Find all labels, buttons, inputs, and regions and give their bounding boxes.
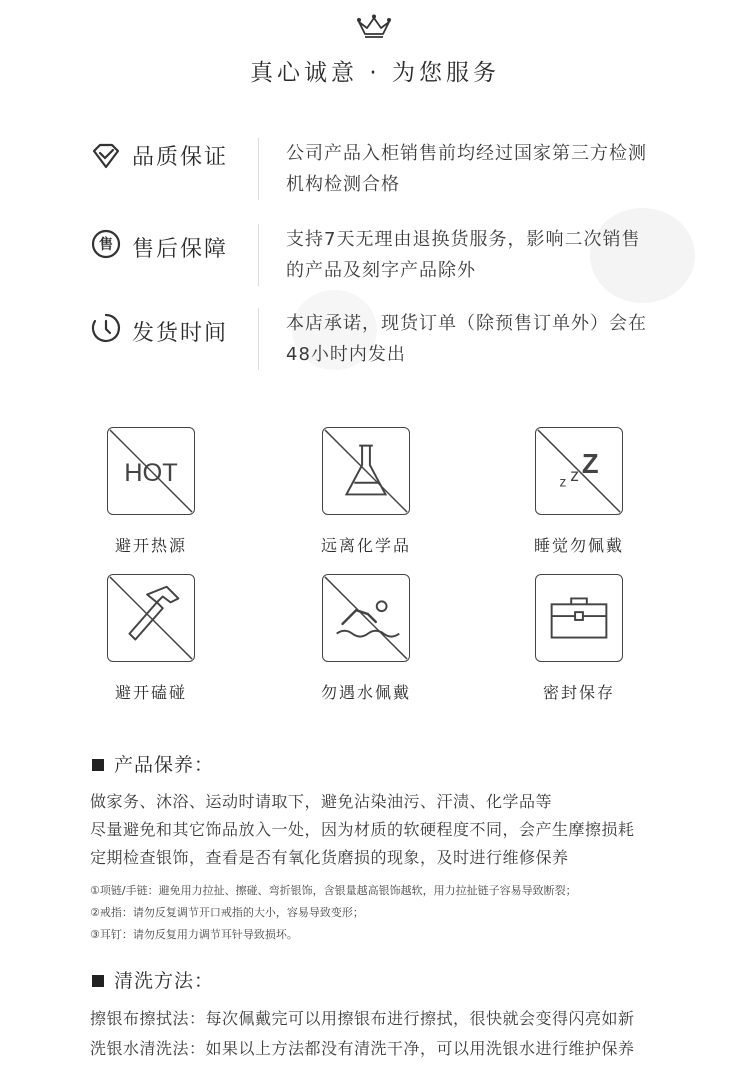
- page-title: 真心诚意 · 为您服务: [250, 60, 500, 86]
- care-label: 密封保存: [542, 683, 615, 702]
- after-sale-badge-icon: 售: [90, 228, 122, 260]
- care-item-no-chemical: [291, 427, 441, 556]
- diamond-check-icon: [90, 140, 122, 172]
- svg-text:z: z: [570, 464, 580, 485]
- svg-text:z: z: [559, 474, 567, 490]
- care-item-no-heat: [76, 427, 226, 556]
- service-title: 发货时间: [132, 321, 229, 346]
- service-row-quality: [0, 138, 750, 228]
- divider: [258, 224, 259, 286]
- service-title: 售后保障: [132, 237, 229, 262]
- svg-text:HOT: HOT: [124, 458, 178, 487]
- clock-icon: [90, 312, 122, 344]
- care-label: 避开磕碰: [114, 683, 187, 702]
- section-heading-clean: 清洗方法：: [92, 966, 214, 993]
- care-label: 远离化学品: [320, 536, 411, 555]
- clean-text: 擦银布擦拭法：每次佩戴完可以用擦银布进行擦拭，很快就会变得闪亮如新 洗银水清洗法：如果以上方法都没有清洗干净，可以用洗银水进行维护保养: [90, 1009, 635, 1058]
- sealed-box-icon: [536, 575, 622, 661]
- service-desc: 公司产品入柜销售前均经过国家第三方检测 机构检测合格: [286, 143, 647, 195]
- no-hammer-icon: [108, 575, 194, 661]
- care-item-no-swim: [291, 574, 441, 703]
- service-desc: 支持7天无理由退换货服务，影响二次销售 的产品及刻字产品除外: [286, 229, 641, 281]
- care-notes: ①项链/手链：避免用力拉扯、擦碰、弯折银饰，含银量越高银饰越软，用力拉扯链子容易导致断裂； ②戒指：请勿反复调节开口戒指的大小，容易导致变形； ③耳钉：请勿反复用力调节耳针导致损坏。: [90, 884, 577, 941]
- care-label: 勿遇水佩戴: [320, 683, 411, 702]
- no-chemical-icon: [323, 428, 409, 514]
- service-desc: 本店承诺，现货订单（除预售订单外）会在 48小时内发出: [286, 313, 647, 365]
- service-row-after-sale: [0, 224, 750, 314]
- no-swim-icon: [323, 575, 409, 661]
- service-row-shipping: [0, 308, 750, 398]
- service-title: 品质保证: [132, 145, 229, 170]
- no-heat-icon: [108, 428, 194, 514]
- divider: [258, 308, 259, 370]
- care-item-no-sleep: [504, 427, 654, 556]
- care-item-no-hammer: [76, 574, 226, 703]
- care-text: 做家务、沐浴、运动时请取下，避免沾染油污、汗渍、化学品等 尽量避免和其它饰品放入一处，因为材质的软硬程度不同，会产生摩擦损耗 定期检查银饰，查看是否有氧化货磨损的现象，及时进行维修保养: [90, 792, 635, 867]
- divider: [258, 138, 259, 200]
- section-heading-care: 产品保养：: [92, 750, 214, 777]
- care-label: 避开热源: [114, 536, 187, 555]
- care-label: 睡觉勿佩戴: [533, 536, 624, 555]
- square-bullet-icon: [92, 759, 104, 771]
- care-item-sealed: [504, 574, 654, 703]
- square-bullet-icon: [92, 975, 104, 987]
- no-sleep-icon: [536, 428, 622, 514]
- svg-text:Z: Z: [581, 447, 599, 479]
- crown-icon: [356, 14, 392, 40]
